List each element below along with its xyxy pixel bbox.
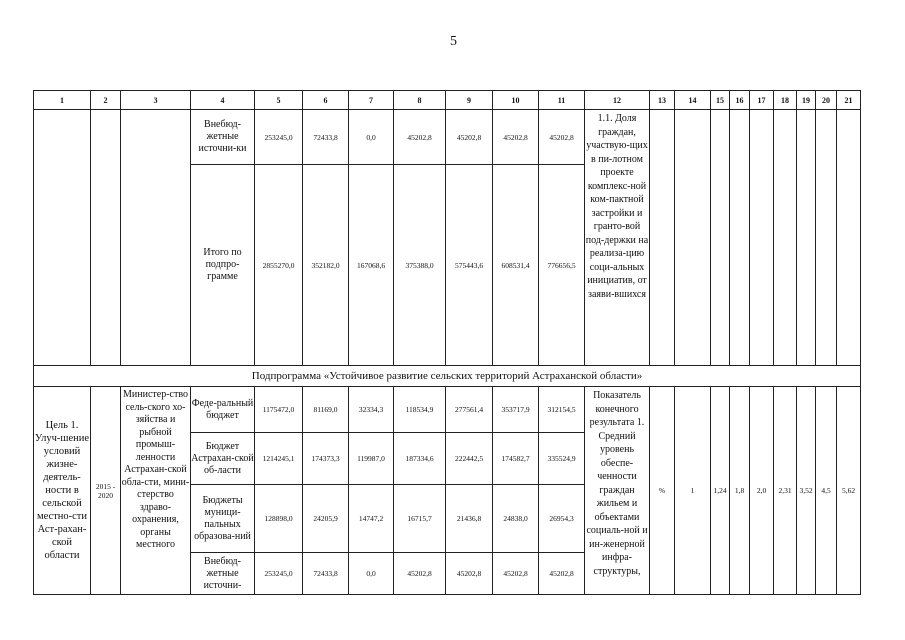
funding-source: Итого по подпро-грамме xyxy=(191,165,255,366)
value-cell: 118534,9 xyxy=(394,387,446,433)
header-cell: 3 xyxy=(121,91,191,110)
unit-cell: % xyxy=(650,387,675,595)
value-cell: 277561,4 xyxy=(446,387,493,433)
value-cell: 253245,0 xyxy=(255,553,303,595)
table-row xyxy=(34,110,861,165)
empty-cell xyxy=(750,110,774,366)
value-cell: 21436,8 xyxy=(446,485,493,553)
goal-cell: Цель 1. Улуч-шение условий жизне-деятель-ности в сельской местно-сти Аст-рахан-ской области xyxy=(34,387,91,595)
target-cell: 2,31 xyxy=(774,387,797,595)
empty-cell xyxy=(774,110,797,366)
indicator-cell: 1.1. Доля граждан, участвую-щих в пи-лотном проекте комплекс-ной ком-пактной застройки и гранто-вой под-держки на реализа-цию соци-альных инициатив, от заяви-вшихся xyxy=(585,110,650,366)
value-cell: 575443,6 xyxy=(446,165,493,366)
program-table xyxy=(33,90,861,595)
target-cell: 2,0 xyxy=(750,387,774,595)
subprogram-title: Подпрограмма «Устойчивое развитие сельских территорий Астраханской области» xyxy=(34,366,861,387)
header-cell: 11 xyxy=(539,91,585,110)
value-cell: 375388,0 xyxy=(394,165,446,366)
funding-source: Феде-ральный бюджет xyxy=(191,387,255,433)
value-cell: 16715,7 xyxy=(394,485,446,553)
header-row xyxy=(34,91,861,110)
value-cell: 312154,5 xyxy=(539,387,585,433)
header-cell: 17 xyxy=(750,91,774,110)
value-cell: 45202,8 xyxy=(539,553,585,595)
value-cell: 174582,7 xyxy=(493,433,539,485)
funding-source: Бюджеты муници-пальных образова-ний xyxy=(191,485,255,553)
empty-cell xyxy=(91,110,121,366)
indicator-cell: Показатель конечного результата 1. Средний уровень обеспе-ченности граждан жильем и объектами социаль-ной и ин-женерной инфра-структуры, xyxy=(585,387,650,595)
header-cell: 1 xyxy=(34,91,91,110)
value-cell: 128898,0 xyxy=(255,485,303,553)
value-cell: 45202,8 xyxy=(493,553,539,595)
header-cell: 12 xyxy=(585,91,650,110)
subprogram-row xyxy=(34,366,861,387)
target-cell: 3,52 xyxy=(797,387,816,595)
value-cell: 45202,8 xyxy=(493,110,539,165)
empty-cell xyxy=(675,110,711,366)
value-cell: 72433,8 xyxy=(303,110,349,165)
header-cell: 13 xyxy=(650,91,675,110)
target-cell: 5,62 xyxy=(837,387,861,595)
header-cell: 6 xyxy=(303,91,349,110)
header-cell: 2 xyxy=(91,91,121,110)
value-cell: 24838,0 xyxy=(493,485,539,553)
value-cell: 1175472,0 xyxy=(255,387,303,433)
table-row xyxy=(34,387,861,433)
value-cell: 45202,8 xyxy=(446,110,493,165)
header-cell: 9 xyxy=(446,91,493,110)
header-cell: 16 xyxy=(730,91,750,110)
period-cell: 2015 - 2020 xyxy=(91,387,121,595)
funding-source: Внебюд-жетные источни-ки xyxy=(191,110,255,165)
value-cell: 222442,5 xyxy=(446,433,493,485)
header-cell: 7 xyxy=(349,91,394,110)
empty-cell xyxy=(816,110,837,366)
value-cell: 81169,0 xyxy=(303,387,349,433)
header-cell: 4 xyxy=(191,91,255,110)
value-cell: 45202,8 xyxy=(394,553,446,595)
value-cell: 608531,4 xyxy=(493,165,539,366)
empty-cell xyxy=(730,110,750,366)
funding-source: Внебюд-жетные источни- xyxy=(191,553,255,595)
executor-cell: Министер-ство сель-ского хо-зяйства и рыбной промыш-ленности Астрахан-ской обла-сти, мини-стерство здраво-охранения, органы местного xyxy=(121,387,191,595)
header-cell: 5 xyxy=(255,91,303,110)
value-cell: 72433,8 xyxy=(303,553,349,595)
value-cell: 2855270,0 xyxy=(255,165,303,366)
value-cell: 0,0 xyxy=(349,553,394,595)
empty-cell xyxy=(711,110,730,366)
base-value-cell: 1 xyxy=(675,387,711,595)
value-cell: 0,0 xyxy=(349,110,394,165)
empty-cell xyxy=(34,110,91,366)
value-cell: 253245,0 xyxy=(255,110,303,165)
value-cell: 335524,9 xyxy=(539,433,585,485)
value-cell: 119987,0 xyxy=(349,433,394,485)
target-cell: 1,24 xyxy=(711,387,730,595)
value-cell: 353717,9 xyxy=(493,387,539,433)
empty-cell xyxy=(121,110,191,366)
header-cell: 18 xyxy=(774,91,797,110)
page-number: 5 xyxy=(450,34,457,49)
empty-cell xyxy=(650,110,675,366)
value-cell: 14747,2 xyxy=(349,485,394,553)
value-cell: 776656,5 xyxy=(539,165,585,366)
value-cell: 45202,8 xyxy=(446,553,493,595)
value-cell: 26954,3 xyxy=(539,485,585,553)
header-cell: 14 xyxy=(675,91,711,110)
value-cell: 45202,8 xyxy=(539,110,585,165)
empty-cell xyxy=(837,110,861,366)
funding-source: Бюджет Астрахан-ской об-ласти xyxy=(191,433,255,485)
header-cell: 21 xyxy=(837,91,861,110)
value-cell: 174373,3 xyxy=(303,433,349,485)
value-cell: 24205,9 xyxy=(303,485,349,553)
target-cell: 1,8 xyxy=(730,387,750,595)
header-cell: 20 xyxy=(816,91,837,110)
header-cell: 8 xyxy=(394,91,446,110)
value-cell: 45202,8 xyxy=(394,110,446,165)
value-cell: 32334,3 xyxy=(349,387,394,433)
empty-cell xyxy=(797,110,816,366)
value-cell: 187334,6 xyxy=(394,433,446,485)
value-cell: 1214245,1 xyxy=(255,433,303,485)
value-cell: 352182,0 xyxy=(303,165,349,366)
header-cell: 15 xyxy=(711,91,730,110)
header-cell: 19 xyxy=(797,91,816,110)
value-cell: 167068,6 xyxy=(349,165,394,366)
target-cell: 4,5 xyxy=(816,387,837,595)
header-cell: 10 xyxy=(493,91,539,110)
